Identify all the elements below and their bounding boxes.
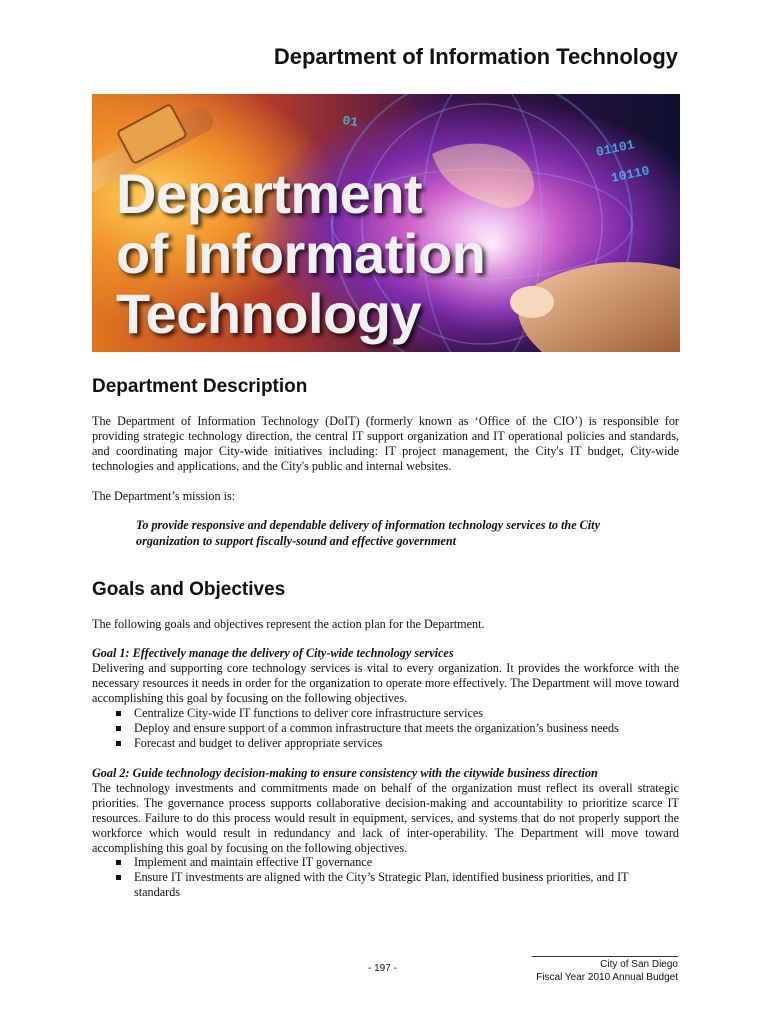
objectives-list xyxy=(116,855,656,900)
section-heading-description: Department Description xyxy=(92,376,308,397)
list-item xyxy=(116,706,656,721)
objective-text: Forecast and budget to deliver appropriate services xyxy=(134,736,383,750)
goal-block xyxy=(92,766,679,856)
goal-title: Goal 1: Effectively manage the delivery of City-wide technology services xyxy=(92,646,454,660)
svg-text:10110: 10110 xyxy=(609,163,651,186)
mission-statement: To provide responsive and dependable delivery of information technology services to the City organization to support fiscally-sound and effective government xyxy=(136,518,600,548)
description-paragraph: The Department of Information Technology (DoIT) (formerly known as ‘Office of the CIO’) is responsible for providing strategic technology direction, the central IT support organization and IT operational policies and standards, and coordinating major City-wide initiatives including: IT project management, the City's IT budget, City-wide technologies and applications, and the City's public and internal websites. xyxy=(92,414,679,473)
goals-intro: The following goals and objectives represent the action plan for the Department. xyxy=(92,617,485,631)
bullet-icon xyxy=(116,741,121,746)
objective-text: Centralize City-wide IT functions to deliver core infrastructure services xyxy=(134,706,484,720)
goal-text: The technology investments and commitments made on behalf of the organization must reflect its overall strategic priorities. The governance process supports collaborative decision-making and accountability to prioritize scarce IT resources. Failure to do this process would result in equipment, services, and systems that do not properly support the workforce which would result in redundancy and lack of inter-operability. The Department will move toward accomplishing this goal by focusing on the following objectives. xyxy=(92,781,679,855)
list-item xyxy=(116,870,656,900)
objective-text: Deploy and ensure support of a common infrastructure that meets the organization’s business needs xyxy=(134,721,619,735)
objectives-list xyxy=(116,706,656,751)
goal-block xyxy=(92,646,679,706)
bullet-icon xyxy=(116,726,121,731)
mission-intro: The Department’s mission is: xyxy=(92,489,236,503)
bullet-icon xyxy=(116,860,121,865)
banner-line: of Information xyxy=(116,222,486,285)
footer-publication xyxy=(532,956,678,984)
footer-city: City of San Diego xyxy=(600,959,678,970)
footer-budget: Fiscal Year 2010 Annual Budget xyxy=(536,972,678,983)
list-item xyxy=(116,855,656,870)
banner-line: Technology xyxy=(116,282,422,345)
list-item xyxy=(116,736,656,751)
bullet-icon xyxy=(116,711,121,716)
banner-title xyxy=(116,164,485,344)
bullet-icon xyxy=(116,875,121,880)
objective-text: Implement and maintain effective IT governance xyxy=(134,855,373,869)
objective-text: Ensure IT investments are aligned with the City’s Strategic Plan, identified business priorities, and IT standards xyxy=(134,870,629,899)
goal-title: Goal 2: Guide technology decision-making to ensure consistency with the citywide business direction xyxy=(92,766,598,780)
page-number: - 197 - xyxy=(368,963,397,974)
svg-text:01101: 01101 xyxy=(594,137,636,160)
list-item xyxy=(116,721,656,736)
goal-text: Delivering and supporting core technology services is vital to every organization. It provides the workforce with the necessary resources it needs in order for the organization to operate more effectively. The Department will move toward accomplishing this goal by focusing on the following objectives. xyxy=(92,661,679,705)
banner-line: Department xyxy=(116,162,423,225)
section-heading-goals: Goals and Objectives xyxy=(92,579,286,600)
banner-image xyxy=(92,94,680,352)
svg-text:01: 01 xyxy=(341,113,359,131)
footer-rule xyxy=(532,956,678,957)
page-header-title: Department of Information Technology xyxy=(273,44,678,69)
